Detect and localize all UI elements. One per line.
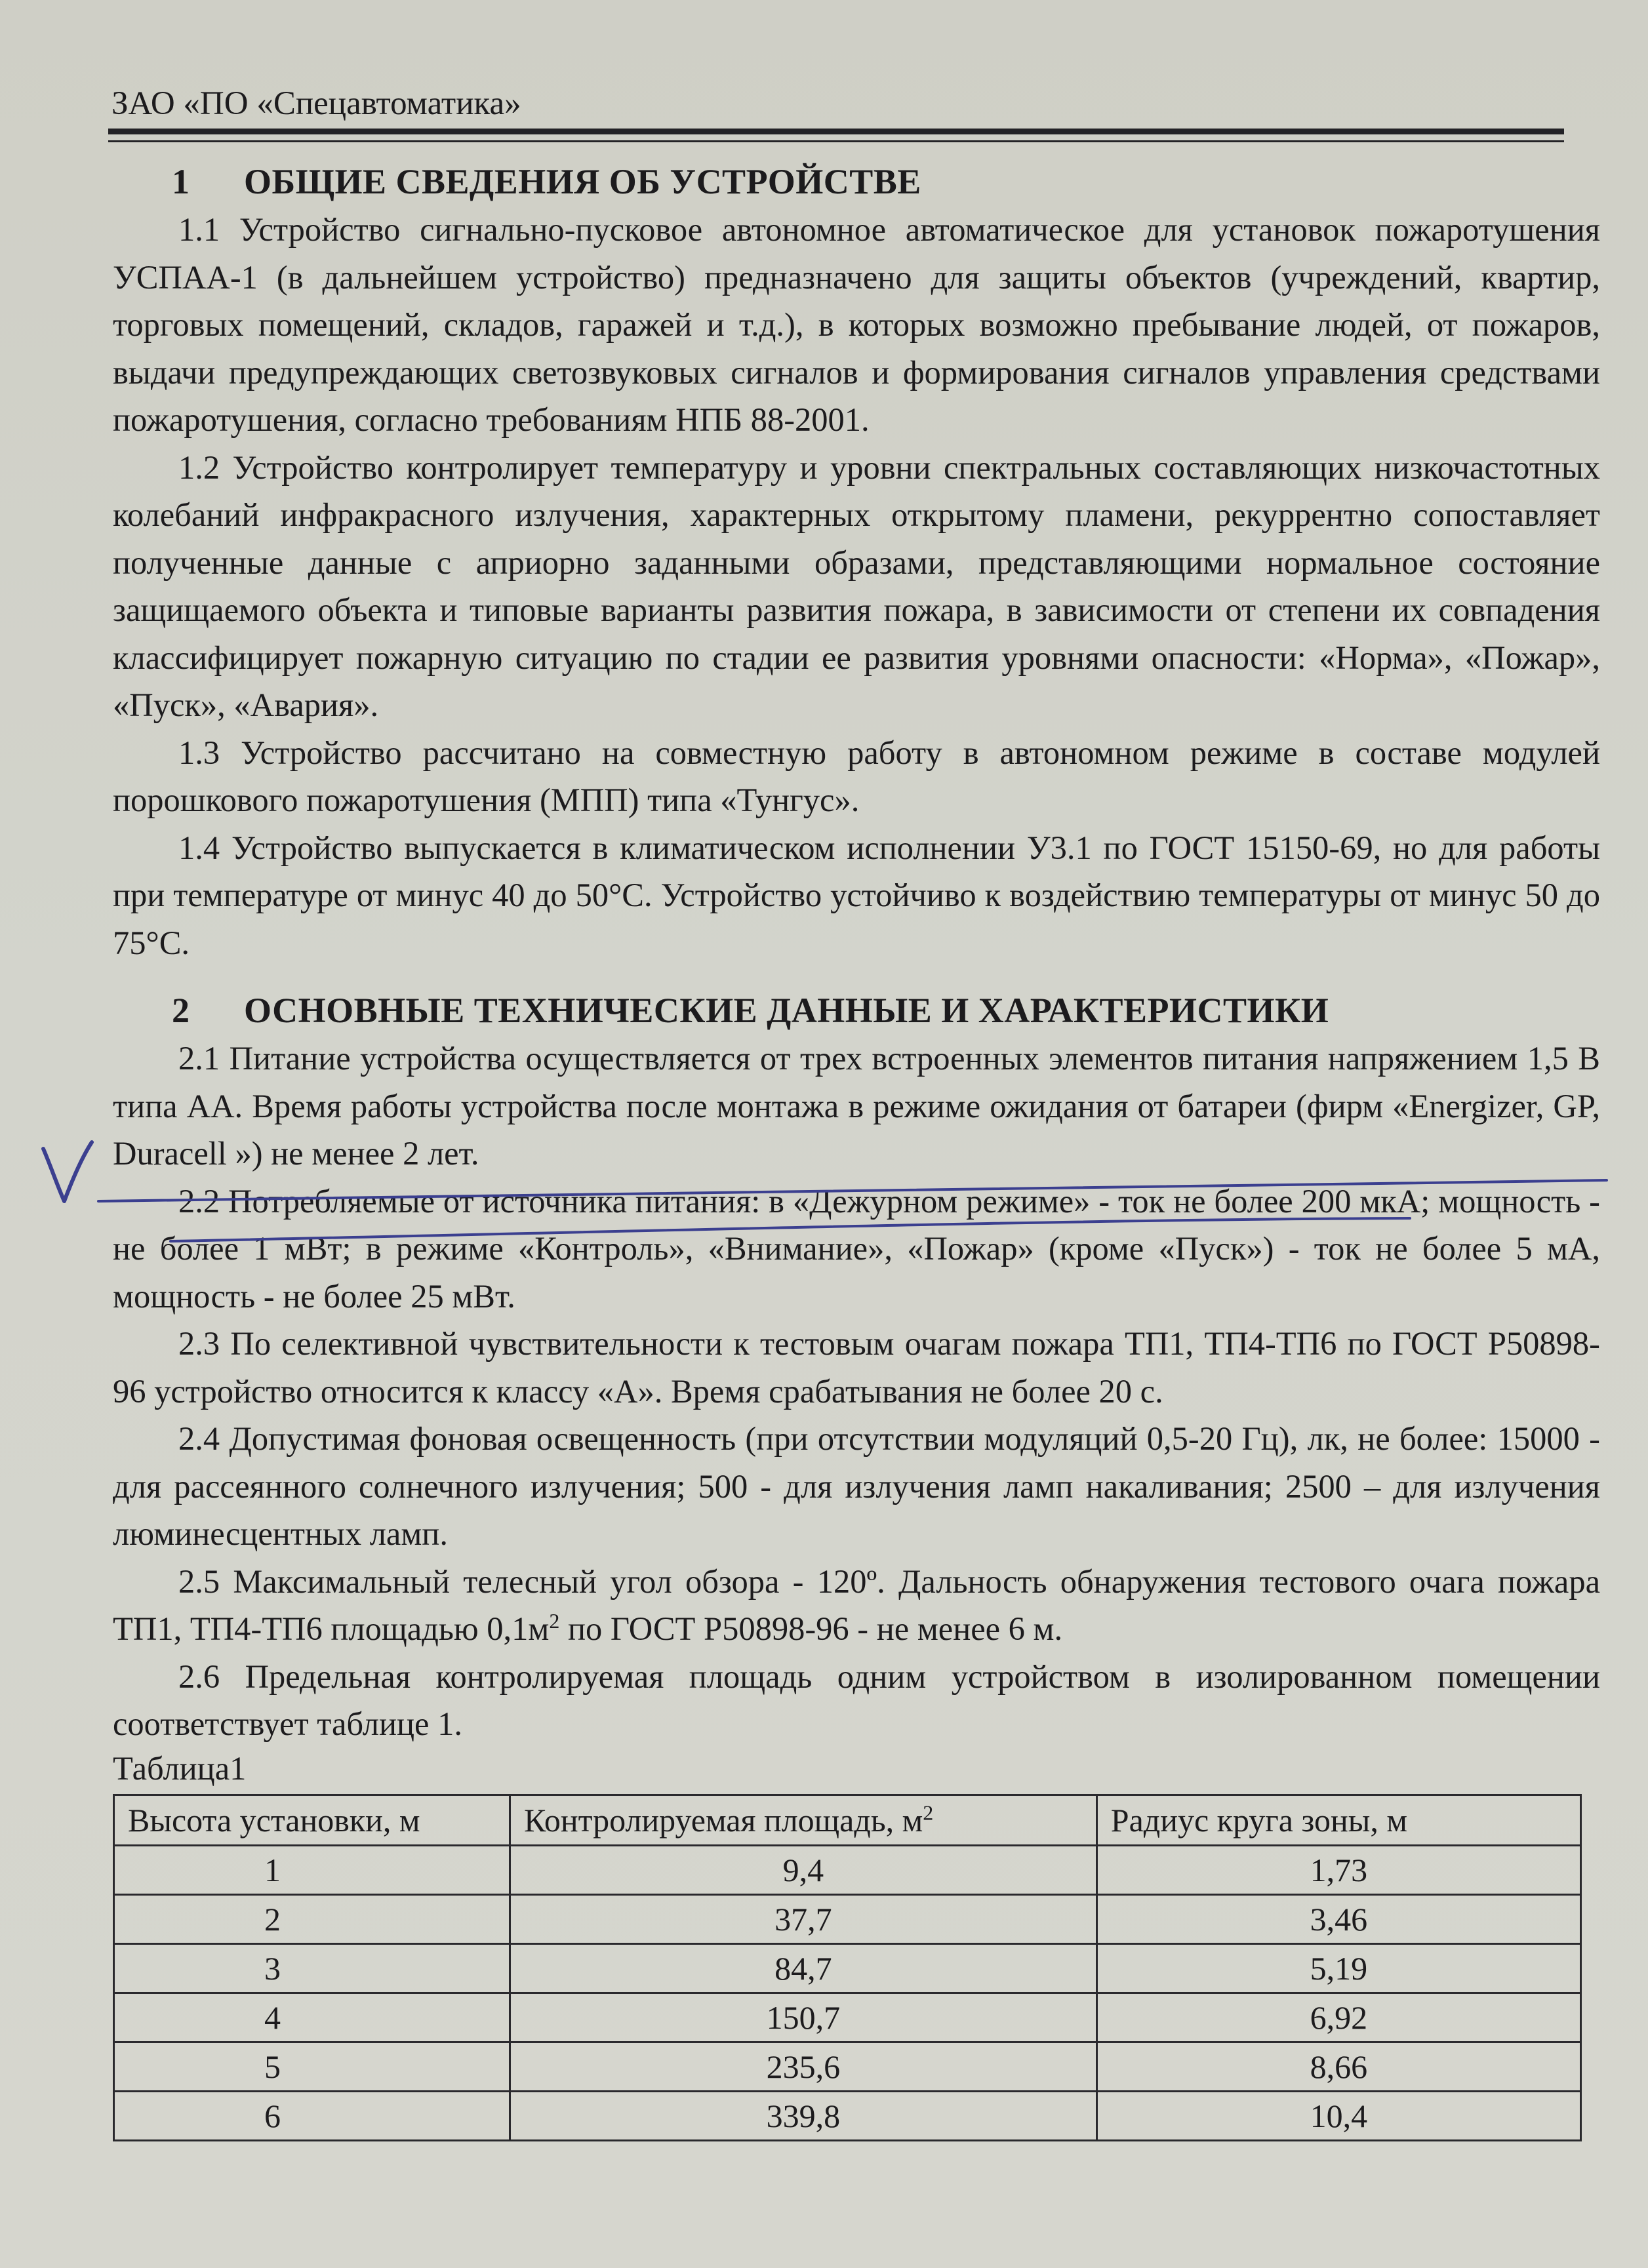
table-cell: 1 xyxy=(114,1845,510,1894)
superscript-2: 2 xyxy=(549,1609,560,1633)
document-body xyxy=(113,157,1600,2141)
table-row xyxy=(114,1993,1581,2042)
data-table xyxy=(113,1794,1582,2141)
paragraph-2-1: 2.1 Питание устройства осуществляется от трех встроенных элементов питания напряжением 1,5 В типа АА. Время работы устройства после монтажа в режиме ожидания от батареи (фирм «Energizer, GP, Duracell ») не менее 2 лет. xyxy=(113,1040,1600,1172)
paragraph-2-5 xyxy=(113,1558,1600,1653)
table-cell: 3 xyxy=(114,1943,510,1993)
table-caption: Таблица1 xyxy=(113,1749,247,1787)
table-cell: 6,92 xyxy=(1096,1993,1580,2042)
section-2-number: 2 xyxy=(172,991,190,1030)
section-1-title: ОБЩИЕ СВЕДЕНИЯ ОБ УСТРОЙСТВЕ xyxy=(244,162,921,201)
page-header-company: ЗАО «ПО «Спецавтоматика» xyxy=(111,85,521,122)
paragraph-2-5-text-b: по ГОСТ Р50898-96 - не менее 6 м. xyxy=(559,1610,1063,1647)
table-row xyxy=(114,2042,1581,2091)
paragraph-2-5-text-a: 2.5 Максимальный телесный угол обзора - 120º. Дальность обнаружения тестового очага пожара ТП1, ТП4-ТП6 площадью 0,1м xyxy=(113,1562,1600,1647)
table-cell: 4 xyxy=(114,1993,510,2042)
section-1-number: 1 xyxy=(172,162,190,201)
paragraph-1-4: 1.4 Устройство выпускается в климатическом исполнении У3.1 по ГОСТ 15150-69, но для работы при температуре от минус 40 до 50°С. Устройство устойчиво к воздействию температуры от минус 50 до 75°С. xyxy=(113,829,1600,961)
table-cell: 5,19 xyxy=(1096,1943,1580,1993)
table-cell: 9,4 xyxy=(510,1845,1096,1894)
table-row xyxy=(114,1943,1581,1993)
table-cell: 3,46 xyxy=(1096,1894,1580,1943)
paragraph-1-3: 1.3 Устройство рассчитано на совместную работу в автономном режиме в составе модулей порошкового пожаротушения (МПП) типа «Тунгус». xyxy=(113,734,1600,818)
table-cell: 150,7 xyxy=(510,1993,1096,2042)
table-cell: 84,7 xyxy=(510,1943,1096,1993)
table-row xyxy=(114,1845,1581,1894)
table-header-row xyxy=(114,1795,1581,1845)
col-header-area xyxy=(510,1795,1096,1845)
table-cell: 5 xyxy=(114,2042,510,2091)
col-header-height: Высота установки, м xyxy=(114,1795,510,1845)
paragraph-2-4: 2.4 Допустимая фоновая освещенность (при отсутствии модуляций 0,5-20 Гц), лк, не более: 15000 - для рассеянного солнечного излучения; 500 - для излучения ламп накаливания; 2500 – для излучения люминесцентных ламп. xyxy=(113,1420,1600,1552)
paragraph-1-2: 1.2 Устройство контролирует температуру и уровни спектральных составляющих низкочастотных колебаний инфракрасного излучения, характерных открытому пламени, рекуррентно сопоставляет полученные данные с априорно заданными образами, представляющими нормальное состояние защищаемого объекта и типовые варианты развития пожара, в зависимости от степени их совпадения классифицирует пожарную ситуацию по стадии ее развития уровнями опасности: «Норма», «Пожар», «Пуск», «Авария». xyxy=(113,448,1600,723)
paragraph-2-2: 2.2 Потребляемые от источника питания: в «Дежурном режиме» - ток не более 200 мкА; мощность - не более 1 мВт; в режиме «Контроль», «Внимание», «Пожар» (кроме «Пуск») - ток не более 5 мА, мощность - не более 25 мВт. xyxy=(113,1182,1600,1315)
checkmark-pen-mark xyxy=(43,1142,92,1201)
table-cell: 8,66 xyxy=(1096,2042,1580,2091)
table-row xyxy=(114,1894,1581,1943)
table-cell: 37,7 xyxy=(510,1894,1096,1943)
table-row xyxy=(114,2091,1581,2140)
col-header-area-sup: 2 xyxy=(923,1800,934,1824)
col-header-radius: Радиус круга зоны, м xyxy=(1096,1795,1580,1845)
paragraph-2-3: 2.3 По селективной чувствительности к тестовым очагам пожара ТП1, ТП4-ТП6 по ГОСТ Р50898-96 устройство относится к классу «А». Время срабатывания не более 20 с. xyxy=(113,1325,1600,1410)
table-cell: 339,8 xyxy=(510,2091,1096,2140)
paragraph-1-1: 1.1 Устройство сигнально-пусковое автономное автоматическое для установок пожаротушения УСПАА-1 (в дальнейшем устройство) предназначено для защиты объектов (учреждений, квартир, торговых помещений, складов, гаражей и т.д.), в которых возможно пребывание людей, от пожаров, выдачи предупреждающих светозвуковых сигналов и формирования сигналов управления средствами пожаротушения, согласно требованиям НПБ 88-2001. xyxy=(113,211,1600,438)
section-2-heading xyxy=(113,986,1600,1035)
col-header-area-text: Контролируемая площадь, м xyxy=(523,1801,923,1839)
table-cell: 2 xyxy=(114,1894,510,1943)
paragraph-2-6: 2.6 Предельная контролируемая площадь одним устройством в изолированном помещении соответствует таблице 1. xyxy=(113,1658,1600,1742)
table-cell: 235,6 xyxy=(510,2042,1096,2091)
table-cell: 6 xyxy=(114,2091,510,2140)
header-rule-thin xyxy=(108,140,1564,142)
table-cell: 10,4 xyxy=(1096,2091,1580,2140)
header-rule-thick xyxy=(108,129,1564,134)
table-cell: 1,73 xyxy=(1096,1845,1580,1894)
section-2-title: ОСНОВНЫЕ ТЕХНИЧЕСКИЕ ДАННЫЕ И ХАРАКТЕРИСТИКИ xyxy=(244,991,1329,1030)
section-1-heading xyxy=(113,157,1600,206)
